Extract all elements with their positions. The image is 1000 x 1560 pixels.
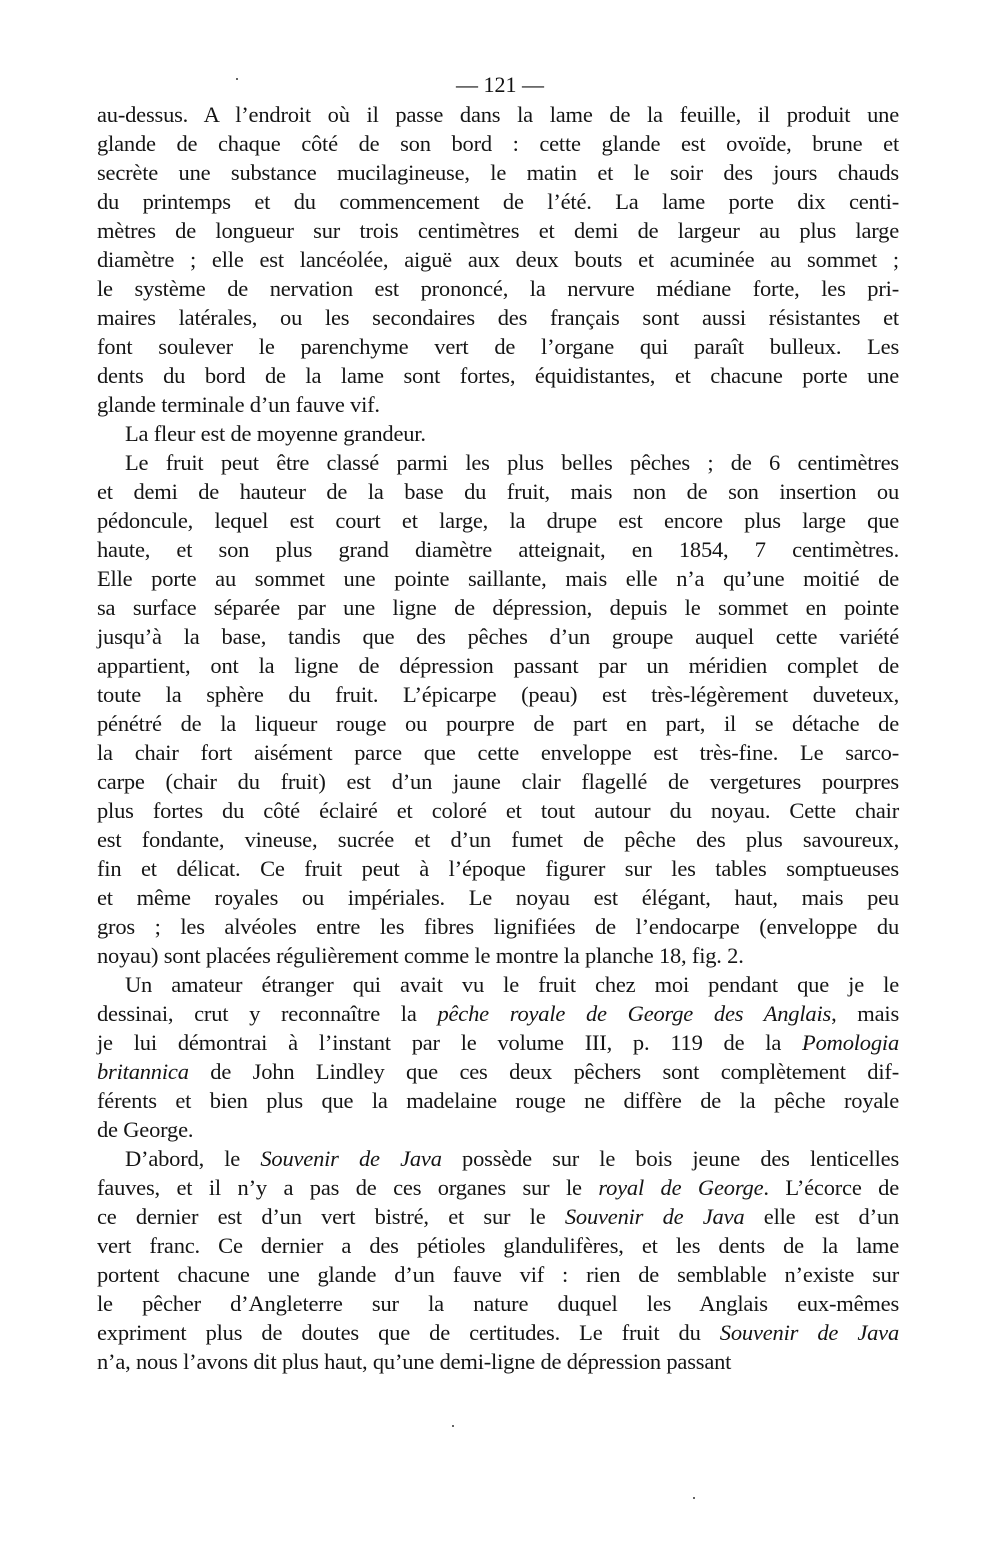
text-segment: pédoncule, lequel est court et large, la drupe est encore plus large que [97, 508, 899, 533]
text-segment: portent chacune une glande d’un fauve vif : rien de semblable n’existe sur [97, 1262, 899, 1287]
paragraph [97, 1144, 899, 1376]
text-line [97, 100, 899, 129]
text-line [97, 1347, 899, 1376]
text-line [97, 506, 899, 535]
text-line [97, 419, 899, 448]
text-line [97, 941, 899, 970]
text-line [97, 535, 899, 564]
text-segment: pénétré de la liqueur rouge ou pourpre de part en part, il se détache de [97, 711, 899, 736]
text-segment: ce dernier est d’un vert bistré, et sur le [97, 1204, 565, 1229]
text-segment: carpe (chair du fruit) est d’un jaune clair flagellé de vergetures pourpres [97, 769, 899, 794]
text-segment: glande terminale d’un fauve vif. [97, 392, 380, 417]
text-segment: D’abord, le [125, 1146, 261, 1171]
italic-text: Pomologia [802, 1030, 899, 1055]
text-line [97, 564, 899, 593]
text-line [97, 477, 899, 506]
text-segment: vert franc. Ce dernier a des pétioles glandulifères, et les dents de la lame [97, 1233, 899, 1258]
text-line [97, 129, 899, 158]
paragraph [97, 100, 899, 419]
text-line [97, 825, 899, 854]
text-segment: appartient, ont la ligne de dépression passant par un méridien complet de [97, 653, 899, 678]
text-segment: plus fortes du côté éclairé et coloré et tout autour du noyau. Cette chair [97, 798, 899, 823]
text-line [97, 912, 899, 941]
italic-text: britannica [97, 1059, 189, 1084]
text-segment: , mais [831, 1001, 899, 1026]
text-segment: sa surface séparée par une ligne de dépression, depuis le sommet en pointe [97, 595, 899, 620]
scan-speck [236, 78, 238, 80]
text-line [97, 274, 899, 303]
text-line [97, 738, 899, 767]
text-segment: possède sur le bois jeune des lenticelles [441, 1146, 899, 1171]
text-line [97, 854, 899, 883]
text-line [97, 1115, 899, 1144]
text-segment: je lui démontrai à l’instant par le volume III, p. 119 de la [97, 1030, 803, 1055]
text-line [97, 245, 899, 274]
italic-text: pêche royale de George des Anglais [437, 1001, 832, 1026]
text-line [97, 883, 899, 912]
text-segment: au-dessus. A l’endroit où il passe dans la lame de la feuille, il produit une [97, 102, 899, 127]
text-segment: et même royales ou impériales. Le noyau est élégant, haut, mais peu [97, 885, 899, 910]
text-line [97, 1231, 899, 1260]
text-segment: Elle porte au sommet une pointe saillante, mais elle n’a qu’une moitié de [97, 566, 899, 591]
text-segment: dessinai, crut y reconnaître la [97, 1001, 438, 1026]
text-segment: toute la sphère du fruit. L’épicarpe (peau) est très-légèrement duveteux, [97, 682, 899, 707]
text-line [97, 390, 899, 419]
text-segment: du printemps et du commencement de l’été. La lame porte dix centi- [97, 189, 899, 214]
paragraph [97, 448, 899, 970]
text-segment: La fleur est de moyenne grandeur. [125, 421, 426, 446]
text-segment: diamètre ; elle est lancéolée, aiguë aux deux bouts et acuminée au sommet ; [97, 247, 899, 272]
text-line [97, 332, 899, 361]
text-line [97, 1318, 899, 1347]
text-segment: jusqu’à la base, tandis que des pêches d’un groupe auquel cette variété [97, 624, 899, 649]
text-segment: Le fruit peut être classé parmi les plus belles pêches ; de 6 centimètres [125, 450, 899, 475]
text-line [97, 303, 899, 332]
text-line [97, 1260, 899, 1289]
text-segment: fin et délicat. Ce fruit peut à l’époque figurer sur les tables somptueuses [97, 856, 899, 881]
text-segment: de John Lindley que ces deux pêchers sont complètement dif- [188, 1059, 899, 1084]
text-segment: de George. [97, 1117, 194, 1142]
text-line [97, 767, 899, 796]
text-segment: fauves, et il n’y a pas de ces organes sur le [97, 1175, 599, 1200]
text-segment: expriment plus de doutes que de certitudes. Le fruit du [97, 1320, 720, 1345]
text-line [97, 361, 899, 390]
text-segment: font soulever le parenchyme vert de l’organe qui paraît bulleux. Les [97, 334, 899, 359]
text-line [97, 158, 899, 187]
text-line [97, 1144, 899, 1173]
text-segment: noyau) sont placées régulièrement comme le montre la planche 18, fig. 2. [97, 943, 744, 968]
text-line [97, 1057, 899, 1086]
text-line [97, 1173, 899, 1202]
text-line [97, 970, 899, 999]
paragraph [97, 970, 899, 1144]
text-segment: le système de nervation est prononcé, la nervure médiane forte, les pri- [97, 276, 899, 301]
text-segment: gros ; les alvéoles entre les fibres lignifiées de l’endocarpe (enveloppe du [97, 914, 899, 939]
text-segment: secrète une substance mucilagineuse, le matin et le soir des jours chauds [97, 160, 899, 185]
text-segment: maires latérales, ou les secondaires des français sont aussi résistantes et [97, 305, 899, 330]
text-line [97, 651, 899, 680]
text-line [97, 622, 899, 651]
text-line [97, 1086, 899, 1115]
text-segment: et demi de hauteur de la base du fruit, mais non de son insertion ou [97, 479, 899, 504]
text-segment: est fondante, vineuse, sucrée et d’un fumet de pêche des plus savoureux, [97, 827, 899, 852]
text-line [97, 1202, 899, 1231]
scan-speck [693, 1497, 695, 1499]
paragraph [97, 419, 899, 448]
text-segment: . L’écorce de [763, 1175, 899, 1200]
italic-text: Souvenir de Java [260, 1146, 442, 1171]
text-segment: le pêcher d’Angleterre sur la nature duquel les Anglais eux-mêmes [97, 1291, 899, 1316]
text-line [97, 187, 899, 216]
italic-text: Souvenir de Java [564, 1204, 745, 1229]
text-line [97, 448, 899, 477]
italic-text: royal de George [598, 1175, 764, 1200]
text-line [97, 1289, 899, 1318]
text-segment: haute, et son plus grand diamètre atteignait, en 1854, 7 centimètres. [97, 537, 899, 562]
page-number: — 121 — [456, 72, 544, 97]
text-segment: Un amateur étranger qui avait vu le fruit chez moi pendant que je le [125, 972, 899, 997]
text-segment: dents du bord de la lame sont fortes, équidistantes, et chacune porte une [97, 363, 899, 388]
text-line [97, 999, 899, 1028]
text-line [97, 709, 899, 738]
text-line [97, 680, 899, 709]
scan-speck [452, 1425, 454, 1427]
italic-text: Souvenir de Java [719, 1320, 899, 1345]
text-line [97, 216, 899, 245]
text-segment: mètres de longueur sur trois centimètres et demi de largeur au plus large [97, 218, 899, 243]
text-line [97, 796, 899, 825]
text-line [97, 1028, 899, 1057]
text-segment: la chair fort aisément parce que cette enveloppe est très-fine. Le sarco- [97, 740, 899, 765]
text-segment: glande de chaque côté de son bord : cette glande est ovoïde, brune et [97, 131, 899, 156]
body-text [97, 100, 899, 1376]
text-segment: n’a, nous l’avons dit plus haut, qu’une demi-ligne de dépression passant [97, 1349, 732, 1374]
text-line [97, 593, 899, 622]
text-segment: elle est d’un [744, 1204, 899, 1229]
text-segment: férents et bien plus que la madelaine rouge ne diffère de la pêche royale [97, 1088, 899, 1113]
